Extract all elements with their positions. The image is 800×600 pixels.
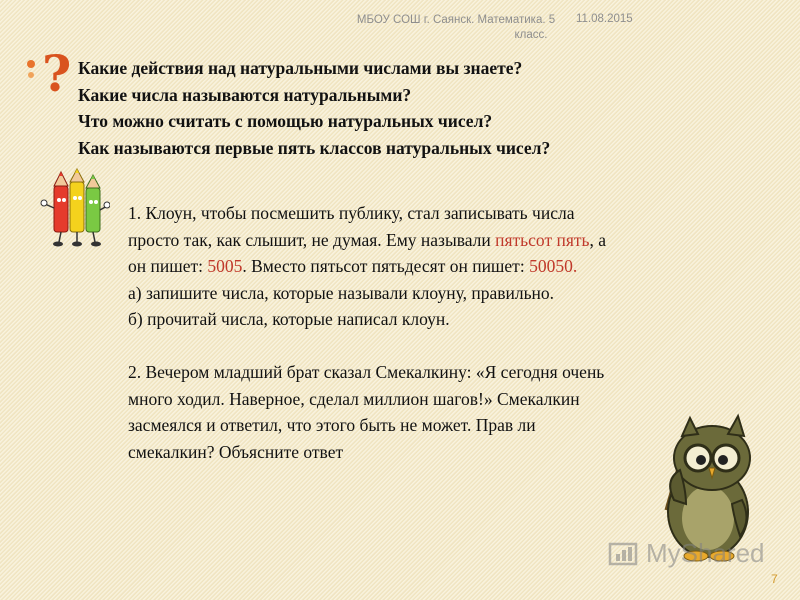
task2-line: много ходил. Наверное, сделал миллион шагов!» Смекалкин <box>128 388 580 409</box>
page-number: 7 <box>771 572 778 586</box>
slide-header <box>0 10 800 44</box>
task1-line: 1. Клоун, чтобы посмешить публику, стал записывать числа <box>128 203 575 223</box>
task1-line <box>128 227 728 254</box>
header-school-line2: класс. <box>514 29 548 41</box>
task1-highlight: пятьсот пять <box>495 229 590 250</box>
watermark-text: MyShared <box>646 538 765 568</box>
task1-highlight: 50050. <box>529 256 578 276</box>
questions-list <box>78 55 698 161</box>
question-item: Как называются первые пять классов натуральных чисел? <box>78 137 551 158</box>
task1-text: он пишет: <box>128 256 208 276</box>
question-item: Что можно считать с помощью натуральных чисел? <box>78 111 493 131</box>
header-school <box>346 13 566 43</box>
watermark <box>606 536 766 570</box>
task1-line <box>128 253 728 280</box>
svg-text:?: ? <box>42 46 72 102</box>
header-date: 11.08.2015 <box>576 13 633 25</box>
header-school-line1: МБОУ СОШ г. Саянск. Математика. 5 <box>356 14 556 26</box>
tasks-text <box>128 200 728 465</box>
task2-line: 2. Вечером младший брат сказал Смекалкину: «Я сегодня очень <box>128 362 605 382</box>
question-item: Какие числа называются натуральными? <box>78 84 412 105</box>
task1-text: , а <box>589 229 607 250</box>
task1-line: а) запишите числа, которые называли клоуну, правильно. <box>128 282 555 303</box>
task1-text: просто так, как слышит, не думая. Ему называли <box>128 229 496 250</box>
task1-highlight: 5005 <box>207 256 243 276</box>
spacer <box>128 333 728 360</box>
question-item: Какие действия над натуральными числами вы знаете? <box>78 58 523 78</box>
question-mark-icon <box>22 46 82 102</box>
task2-line: смекалкин? Объясните ответ <box>128 441 344 462</box>
pencils-icon <box>40 168 110 248</box>
task1-text: . Вместо пятьсот пятьдесят он пишет: <box>242 256 530 276</box>
watermark-logo-icon <box>608 540 640 570</box>
task2-line: засмеялся и ответил, что этого быть не может. Прав ли <box>128 415 536 435</box>
task1-line: б) прочитай числа, которые написал клоун. <box>128 309 450 329</box>
